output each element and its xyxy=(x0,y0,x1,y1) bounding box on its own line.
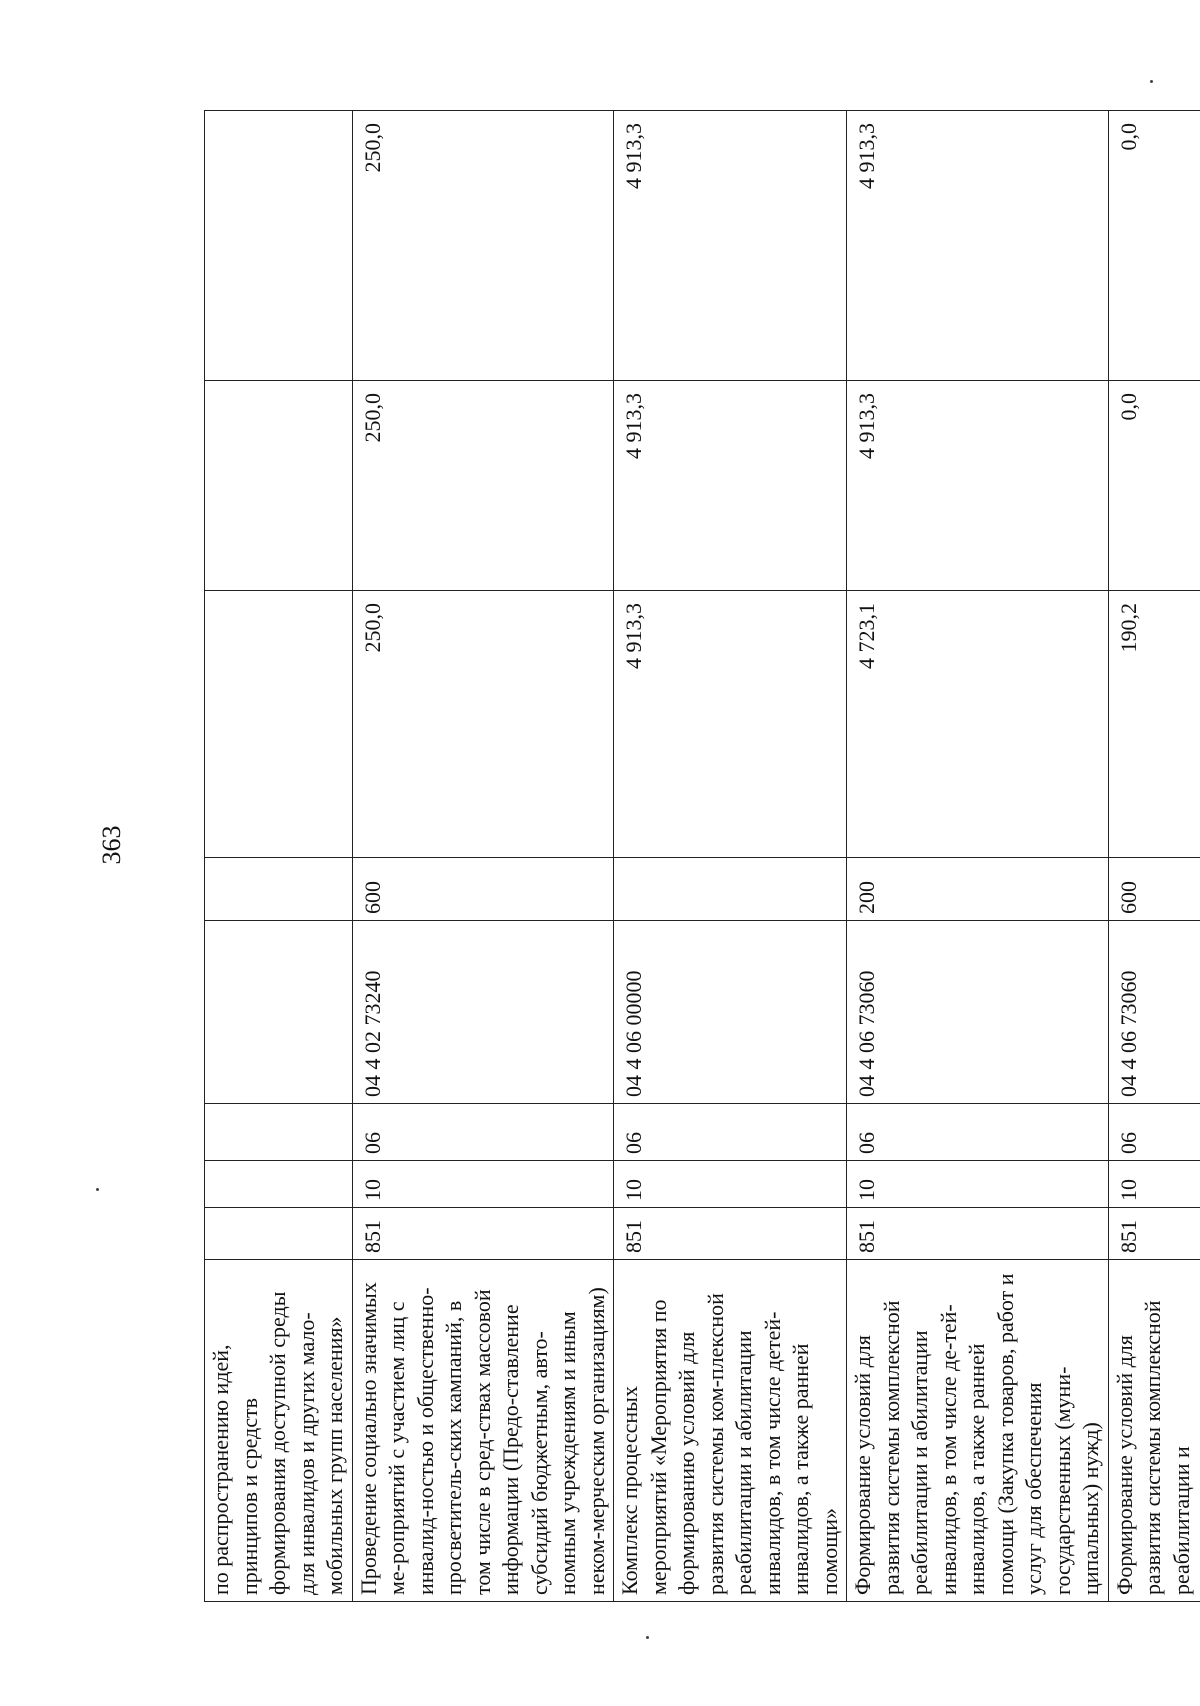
scan-speck xyxy=(646,1636,649,1639)
amount-2: 0,0 xyxy=(1108,381,1200,591)
row-name: Формирование условий для развития системы комплексной реабилитации и абилитации инвалидов, в том числе де-тей-инвалидов, а также ранней помощи (Закупка товаров, работ и услуг для обеспечения государственных (муни-ципальных) нужд) xyxy=(847,1260,1109,1602)
ministry-code xyxy=(205,1208,353,1260)
table-row xyxy=(1108,111,1200,1602)
scan-speck xyxy=(1150,80,1153,83)
amount-2: 4 913,3 xyxy=(847,381,1109,591)
section-code: 10 xyxy=(614,1161,847,1208)
subsection-code: 06 xyxy=(614,1104,847,1161)
row-name: Комплекс процессных мероприятий «Мероприятия по формированию условий для развития системы ком-плексной реабилитации и абилитации инвалидов, в том числе детей-инвалидов, а также ранней помощи» xyxy=(614,1260,847,1602)
table-row xyxy=(352,111,614,1602)
amount-3 xyxy=(205,111,353,381)
target-article: 04 4 06 73060 xyxy=(1108,921,1200,1104)
ministry-code: 851 xyxy=(614,1208,847,1260)
budget-table-rotated xyxy=(204,111,1194,1602)
subsection-code xyxy=(205,1104,353,1161)
section-code xyxy=(205,1161,353,1208)
scan-speck xyxy=(96,1188,99,1191)
table-row xyxy=(614,111,847,1602)
ministry-code: 851 xyxy=(1108,1208,1200,1260)
row-name: Формирование условий для развития системы комплексной реабилитации и xyxy=(1108,1260,1200,1602)
amount-1: 4 723,1 xyxy=(847,591,1109,858)
budget-table xyxy=(204,110,1200,1602)
ministry-code: 851 xyxy=(352,1208,614,1260)
expense-type xyxy=(205,858,353,921)
subsection-code: 06 xyxy=(847,1104,1109,1161)
target-article: 04 4 02 73240 xyxy=(352,921,614,1104)
table-row xyxy=(205,111,353,1602)
amount-1: 4 913,3 xyxy=(614,591,847,858)
expense-type xyxy=(614,858,847,921)
section-code: 10 xyxy=(352,1161,614,1208)
section-code: 10 xyxy=(847,1161,1109,1208)
expense-type: 600 xyxy=(1108,858,1200,921)
row-name: по распространению идей, принципов и средств формирования доступной среды для инвалидов и других мало-мобильных групп населения» xyxy=(205,1260,353,1602)
table-row xyxy=(847,111,1109,1602)
ministry-code: 851 xyxy=(847,1208,1109,1260)
target-article: 04 4 06 73060 xyxy=(847,921,1109,1104)
subsection-code: 06 xyxy=(1108,1104,1200,1161)
amount-1 xyxy=(205,591,353,858)
amount-2: 250,0 xyxy=(352,381,614,591)
amount-2 xyxy=(205,381,353,591)
page-number: 363 xyxy=(97,825,126,865)
expense-type: 600 xyxy=(352,858,614,921)
amount-1: 190,2 xyxy=(1108,591,1200,858)
amount-3: 0,0 xyxy=(1108,111,1200,381)
expense-type: 200 xyxy=(847,858,1109,921)
subsection-code: 06 xyxy=(352,1104,614,1161)
amount-1: 250,0 xyxy=(352,591,614,858)
amount-3: 250,0 xyxy=(352,111,614,381)
target-article: 04 4 06 00000 xyxy=(614,921,847,1104)
row-name: Проведение социально значимых ме-роприятий с участием лиц с инвалид-ностью и общественно-просветитель-ских кампаний, в том числе в сред-ствах массовой информации (Предо-ставление субсидий бюджетным, авто-номным учреждениям и иным неком-мерческим организациям) xyxy=(352,1260,614,1602)
amount-3: 4 913,3 xyxy=(847,111,1109,381)
target-article xyxy=(205,921,353,1104)
section-code: 10 xyxy=(1108,1161,1200,1208)
amount-3: 4 913,3 xyxy=(614,111,847,381)
amount-2: 4 913,3 xyxy=(614,381,847,591)
